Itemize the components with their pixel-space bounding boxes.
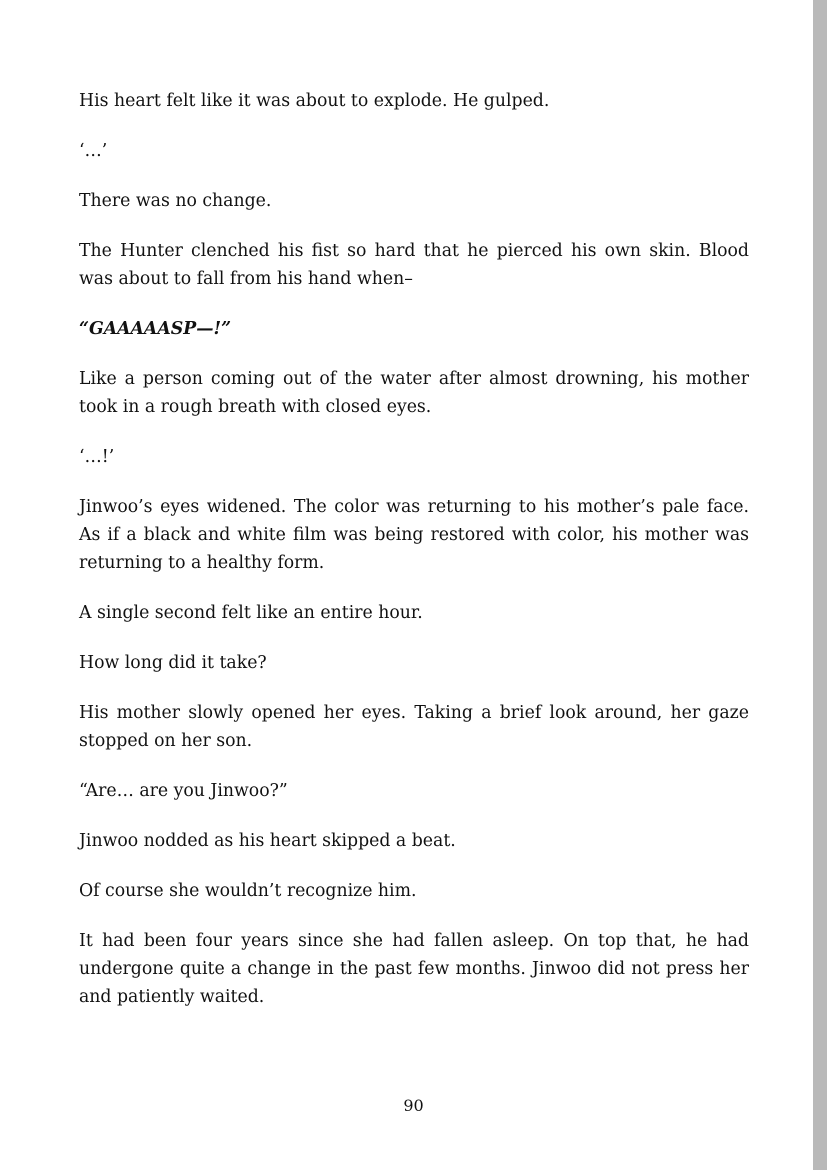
paragraph: “Are… are you Jinwoo?” xyxy=(79,781,288,801)
paragraph: Of course she wouldn’t recognize him. xyxy=(79,881,417,901)
paragraph: ‘…!’ xyxy=(79,447,115,467)
paragraph: How long did it take? xyxy=(79,653,267,673)
paragraph: His heart felt like it was about to explode. He gulped. xyxy=(79,91,550,111)
emphasized-dialogue: “GAAAAASP—!” xyxy=(79,319,232,339)
paragraph: His mother slowly opened her eyes. Taking a brief look around, her gaze stopped on her son. xyxy=(79,703,749,751)
paragraph: There was no change. xyxy=(79,191,272,211)
paragraph: Jinwoo’s eyes widened. The color was returning to his mother’s pale face. As if a black and white film was being restored with color, his mother was returning to a healthy form. xyxy=(79,497,749,573)
paragraph: Like a person coming out of the water after almost drowning, his mother took in a rough breath with closed eyes. xyxy=(79,369,749,417)
page-edge xyxy=(813,0,827,1170)
paragraph: A single second felt like an entire hour. xyxy=(79,603,423,623)
page-number: 90 xyxy=(403,1096,424,1115)
paragraph: ‘…’ xyxy=(79,141,108,161)
paragraph: It had been four years since she had fallen asleep. On top that, he had undergone quite a change in the past few months. Jinwoo did not press her and patiently waited. xyxy=(79,931,749,1007)
paragraph: Jinwoo nodded as his heart skipped a beat. xyxy=(79,831,456,851)
page-body xyxy=(79,87,749,1033)
paragraph: The Hunter clenched his fist so hard that he pierced his own skin. Blood was about to fall from his hand when– xyxy=(79,241,749,289)
